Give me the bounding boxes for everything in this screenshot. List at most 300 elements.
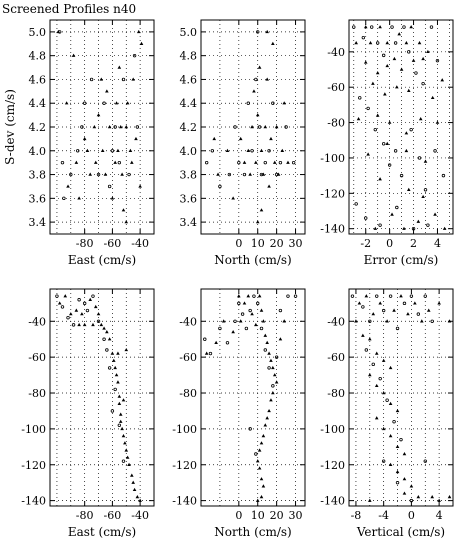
data-point-triangle (120, 427, 124, 430)
data-point-triangle (83, 137, 87, 140)
data-point-triangle (368, 499, 372, 502)
x-tick-label: -8 (350, 509, 362, 522)
data-point-circle (394, 150, 397, 153)
y-tick-label: -80 (179, 387, 197, 401)
data-point-triangle (75, 309, 79, 312)
figure-title: Screened Profiles n40 (2, 2, 137, 16)
data-point-circle (249, 428, 252, 431)
data-point-triangle (388, 121, 392, 124)
data-point-triangle (378, 301, 382, 304)
data-point-circle (111, 410, 114, 413)
data-point-triangle (69, 312, 73, 315)
data-point-circle (410, 128, 413, 131)
data-point-triangle (122, 398, 126, 401)
y-tick-label: -80 (28, 387, 46, 401)
data-point-circle (430, 26, 433, 29)
data-point-triangle (376, 114, 380, 117)
data-point-triangle (116, 352, 120, 355)
x-tick-label: 20 (269, 237, 284, 250)
data-point-triangle (358, 301, 362, 304)
data-point-circle (396, 206, 399, 209)
data-point-triangle (273, 161, 277, 164)
data-point-triangle (258, 466, 262, 469)
data-point-circle (83, 102, 86, 105)
data-point-triangle (412, 59, 416, 62)
data-point-triangle (111, 196, 115, 199)
data-point-triangle (137, 30, 141, 33)
data-point-circle (203, 338, 206, 341)
data-point-triangle (260, 477, 264, 480)
data-point-triangle (262, 484, 266, 487)
data-point-triangle (131, 77, 135, 80)
y-tick-label: 4.4 (179, 97, 197, 111)
data-point-triangle (269, 359, 273, 362)
y-tick-label: -100 (320, 151, 345, 165)
data-point-circle (241, 313, 244, 316)
data-point-triangle (108, 337, 112, 340)
data-point-circle (118, 161, 121, 164)
x-tick-label: 2 (410, 237, 418, 250)
data-point-triangle (395, 85, 399, 88)
data-point-triangle (369, 41, 373, 44)
data-point-circle (391, 26, 394, 29)
data-point-triangle (93, 125, 97, 128)
data-point-circle (247, 102, 250, 105)
data-point-circle (424, 188, 427, 191)
data-point-circle (56, 295, 59, 298)
x-tick-label: -80 (75, 509, 94, 522)
data-point-circle (285, 126, 288, 129)
data-point-circle (382, 54, 385, 57)
data-point-circle (128, 173, 131, 176)
y-tick-label: -40 (179, 315, 197, 329)
data-point-triangle (105, 89, 109, 92)
data-point-triangle (400, 68, 404, 71)
data-point-triangle (260, 441, 264, 444)
data-point-triangle (122, 208, 126, 211)
data-point-circle (442, 174, 445, 177)
data-point-triangle (126, 101, 130, 104)
y-tick-label: -80 (327, 387, 345, 401)
data-point-circle (209, 352, 212, 355)
x-tick-label: 0 (386, 237, 394, 250)
data-point-triangle (112, 359, 116, 362)
data-point-circle (114, 388, 117, 391)
data-point-triangle (129, 149, 133, 152)
data-point-triangle (389, 434, 393, 437)
data-point-triangle (226, 149, 230, 152)
data-point-circle (403, 26, 406, 29)
data-point-circle (76, 149, 79, 152)
data-point-triangle (357, 117, 361, 120)
data-point-triangle (118, 402, 122, 405)
data-point-circle (407, 51, 410, 54)
data-point-circle (103, 338, 106, 341)
data-point-triangle (427, 309, 431, 312)
y-tick-label: 4.0 (28, 144, 46, 158)
data-point-triangle (65, 101, 69, 104)
x-tick-label: 20 (269, 509, 284, 522)
y-tick-label: -120 (172, 458, 197, 472)
data-point-triangle (239, 137, 243, 140)
data-point-triangle (365, 294, 369, 297)
data-point-triangle (63, 294, 67, 297)
y-tick-label: 3.8 (179, 168, 197, 182)
y-tick-label: -120 (21, 458, 46, 472)
data-point-triangle (417, 220, 421, 223)
data-point-triangle (222, 319, 226, 322)
y-tick-label: -60 (28, 351, 46, 365)
x-tick-label: -4 (378, 509, 390, 522)
data-point-triangle (127, 463, 131, 466)
data-point-circle (61, 161, 64, 164)
data-point-triangle (271, 366, 275, 369)
data-point-triangle (421, 195, 425, 198)
data-point-triangle (119, 125, 123, 128)
data-point-circle (63, 197, 66, 200)
data-point-circle (362, 36, 365, 39)
data-point-triangle (239, 319, 243, 322)
data-point-circle (372, 363, 375, 366)
data-point-triangle (376, 71, 380, 74)
x-tick-label: 0 (235, 509, 243, 522)
data-point-triangle (86, 149, 90, 152)
data-point-triangle (116, 149, 120, 152)
data-point-triangle (421, 57, 425, 60)
data-point-triangle (371, 82, 375, 85)
data-point-triangle (256, 220, 260, 223)
x-tick-label: 10 (250, 237, 265, 250)
data-point-circle (122, 460, 125, 463)
data-point-circle (396, 327, 399, 330)
data-point-triangle (282, 101, 286, 104)
data-point-triangle (354, 41, 358, 44)
data-point-triangle (375, 352, 379, 355)
data-point-circle (234, 320, 237, 323)
data-point-triangle (385, 64, 389, 67)
data-point-circle (376, 42, 379, 45)
data-point-circle (367, 107, 370, 110)
data-point-triangle (389, 402, 393, 405)
data-point-circle (92, 295, 95, 298)
data-point-triangle (417, 495, 421, 498)
data-point-circle (292, 161, 295, 164)
data-point-triangle (396, 470, 400, 473)
data-point-triangle (407, 89, 411, 92)
data-point-triangle (263, 125, 267, 128)
data-point-triangle (260, 208, 264, 211)
data-point-circle (410, 295, 413, 298)
data-point-circle (394, 42, 397, 45)
data-point-triangle (77, 323, 81, 326)
x-tick-label: 30 (288, 509, 303, 522)
data-point-triangle (113, 161, 117, 164)
data-point-triangle (116, 380, 120, 383)
data-point-circle (352, 26, 355, 29)
x-tick-label: 30 (288, 237, 303, 250)
data-point-triangle (385, 319, 389, 322)
y-tick-label: 3.4 (179, 216, 197, 230)
y-tick-label: -60 (327, 81, 345, 95)
data-point-triangle (100, 323, 104, 326)
data-point-triangle (256, 459, 260, 462)
data-point-triangle (260, 309, 264, 312)
data-point-triangle (418, 41, 422, 44)
data-point-triangle (392, 309, 396, 312)
x-tick-label: -40 (131, 237, 149, 250)
panel-2-xlabel: North (cm/s) (214, 253, 292, 267)
data-point-triangle (382, 427, 386, 430)
data-point-circle (272, 385, 275, 388)
y-tick-label: 4.6 (28, 73, 46, 87)
data-point-triangle (368, 373, 372, 376)
data-point-circle (264, 349, 267, 352)
data-point-triangle (286, 161, 290, 164)
data-point-circle (245, 327, 248, 330)
data-point-circle (287, 295, 290, 298)
data-point-circle (400, 174, 403, 177)
data-point-triangle (366, 152, 370, 155)
data-point-triangle (267, 409, 271, 412)
data-point-circle (258, 126, 261, 129)
data-point-circle (365, 349, 368, 352)
y-tick-label: 4.8 (28, 49, 46, 63)
data-point-circle (351, 295, 354, 298)
y-tick-label: -140 (320, 494, 345, 508)
data-point-triangle (246, 294, 250, 297)
data-point-circle (106, 349, 109, 352)
data-point-circle (375, 295, 378, 298)
data-point-triangle (265, 416, 269, 419)
data-point-circle (90, 78, 93, 81)
data-point-triangle (430, 495, 434, 498)
data-point-circle (226, 342, 229, 345)
data-point-triangle (130, 161, 134, 164)
data-point-triangle (136, 495, 140, 498)
data-point-circle (61, 306, 64, 309)
y-tick-label: -120 (320, 187, 345, 201)
data-point-triangle (119, 413, 123, 416)
data-point-circle (108, 185, 111, 188)
data-point-circle (294, 295, 297, 298)
y-tick-label: -60 (327, 351, 345, 365)
data-point-circle (118, 424, 121, 427)
data-point-triangle (410, 484, 414, 487)
data-point-triangle (382, 359, 386, 362)
data-point-triangle (113, 366, 117, 369)
data-point-triangle (440, 78, 444, 81)
data-point-triangle (405, 131, 409, 134)
data-point-triangle (406, 312, 410, 315)
data-point-triangle (265, 30, 269, 33)
data-point-circle (388, 164, 391, 167)
data-point-circle (81, 126, 84, 129)
data-point-circle (243, 173, 246, 176)
data-point-triangle (130, 474, 134, 477)
data-point-circle (111, 149, 114, 152)
data-point-triangle (373, 227, 377, 230)
data-point-circle (370, 26, 373, 29)
data-point-triangle (448, 495, 452, 498)
data-point-circle (108, 367, 111, 370)
data-point-circle (234, 126, 237, 129)
y-tick-label: -100 (172, 422, 197, 436)
data-point-triangle (119, 420, 123, 423)
data-point-triangle (382, 391, 386, 394)
y-tick-label: 4.4 (28, 97, 46, 111)
data-point-circle (400, 438, 403, 441)
data-point-triangle (385, 142, 389, 145)
y-tick-label: 4.2 (179, 121, 197, 134)
x-tick-label: -60 (103, 237, 122, 250)
data-point-circle (358, 97, 361, 100)
data-point-circle (122, 78, 125, 81)
y-tick-label: -40 (28, 315, 46, 329)
data-point-triangle (237, 294, 241, 297)
data-point-circle (260, 327, 263, 330)
data-point-triangle (281, 149, 285, 152)
y-tick-label: -120 (320, 458, 345, 472)
y-tick-label: 3.4 (28, 216, 46, 230)
data-point-circle (253, 295, 256, 298)
data-point-triangle (94, 305, 98, 308)
data-point-triangle (354, 319, 358, 322)
data-point-triangle (75, 161, 79, 164)
data-point-triangle (262, 434, 266, 437)
data-point-triangle (83, 323, 87, 326)
data-point-circle (268, 367, 271, 370)
data-point-triangle (131, 481, 135, 484)
x-tick-label: -2 (360, 237, 372, 250)
data-point-triangle (212, 137, 216, 140)
data-point-circle (67, 316, 70, 319)
data-point-triangle (124, 348, 128, 351)
y-tick-label: 5.0 (28, 25, 46, 39)
data-point-circle (410, 499, 413, 502)
data-point-triangle (407, 188, 411, 191)
data-point-triangle (133, 488, 137, 491)
data-point-triangle (101, 149, 105, 152)
data-point-triangle (403, 491, 407, 494)
data-point-circle (379, 224, 382, 227)
data-point-triangle (205, 352, 209, 355)
data-point-triangle (260, 149, 264, 152)
y-tick-label: -60 (179, 351, 197, 365)
data-point-circle (417, 313, 420, 316)
data-point-circle (86, 309, 89, 312)
data-point-triangle (97, 113, 101, 116)
data-point-triangle (282, 319, 286, 322)
data-point-triangle (214, 341, 218, 344)
data-point-triangle (258, 448, 262, 451)
data-point-triangle (361, 334, 365, 337)
data-point-circle (427, 224, 430, 227)
data-point-triangle (364, 25, 368, 28)
data-point-triangle (419, 117, 423, 120)
panel-3-xlabel: Error (cm/s) (363, 253, 439, 267)
data-point-triangle (269, 398, 273, 401)
data-point-triangle (77, 196, 81, 199)
panel-5-xlabel: North (cm/s) (214, 525, 292, 539)
data-point-triangle (271, 391, 275, 394)
data-point-triangle (88, 298, 92, 301)
y-tick-label: -140 (320, 222, 345, 236)
data-point-circle (83, 302, 86, 305)
x-tick-label: -40 (131, 509, 149, 522)
data-point-circle (386, 399, 389, 402)
panel-1-ylabel: S-dev (cm/s) (3, 89, 17, 165)
data-point-triangle (443, 227, 447, 230)
data-point-triangle (243, 301, 247, 304)
data-point-circle (255, 453, 258, 456)
data-point-triangle (105, 330, 109, 333)
data-point-triangle (413, 301, 417, 304)
data-point-triangle (265, 341, 269, 344)
data-point-circle (382, 143, 385, 146)
data-point-triangle (371, 312, 375, 315)
data-point-triangle (397, 32, 401, 35)
data-point-circle (434, 150, 437, 153)
x-tick-label: 4 (433, 237, 441, 250)
data-point-circle (114, 126, 117, 129)
data-point-triangle (118, 395, 122, 398)
data-point-triangle (436, 121, 440, 124)
data-point-triangle (263, 334, 267, 337)
data-point-circle (255, 78, 258, 81)
data-point-triangle (140, 42, 144, 45)
data-point-triangle (433, 213, 437, 216)
data-point-triangle (66, 184, 70, 187)
data-point-triangle (375, 384, 379, 387)
data-point-circle (78, 298, 81, 301)
data-point-triangle (426, 50, 430, 53)
data-point-triangle (273, 373, 277, 376)
data-point-circle (249, 309, 252, 312)
data-point-triangle (279, 337, 283, 340)
data-point-triangle (275, 380, 279, 383)
data-point-circle (103, 102, 106, 105)
data-point-triangle (256, 113, 260, 116)
data-point-triangle (102, 326, 106, 329)
panel-4-xlabel: East (cm/s) (67, 525, 137, 539)
data-point-triangle (389, 463, 393, 466)
y-tick-label: 3.6 (28, 192, 46, 206)
data-point-triangle (254, 323, 258, 326)
data-point-triangle (393, 57, 397, 60)
data-point-circle (418, 157, 421, 160)
data-point-triangle (368, 337, 372, 340)
data-point-circle (219, 327, 222, 330)
data-point-triangle (267, 184, 271, 187)
y-tick-label: 5.0 (179, 25, 197, 39)
y-tick-label: -100 (21, 422, 46, 436)
data-point-triangle (405, 41, 409, 44)
data-point-circle (355, 203, 358, 206)
y-tick-label: -80 (327, 116, 345, 130)
data-point-circle (382, 309, 385, 312)
data-point-triangle (58, 301, 62, 304)
data-point-triangle (246, 149, 250, 152)
data-point-triangle (409, 25, 413, 28)
data-point-triangle (124, 125, 128, 128)
data-point-triangle (216, 173, 220, 176)
data-point-triangle (364, 60, 368, 63)
y-tick-label: -140 (172, 494, 197, 508)
data-point-triangle (94, 161, 98, 164)
data-point-triangle (122, 434, 126, 437)
data-point-triangle (256, 499, 260, 502)
data-point-triangle (97, 312, 101, 315)
